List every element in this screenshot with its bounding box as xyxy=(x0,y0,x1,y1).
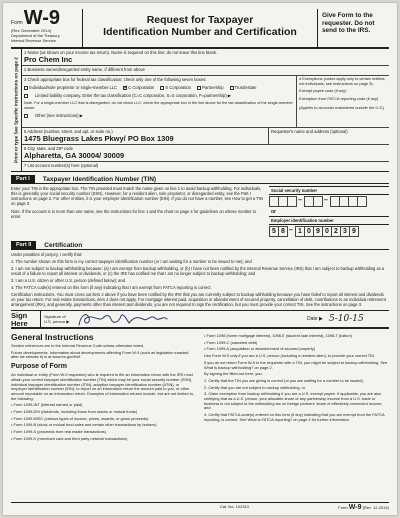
signature-label: Signature of U.S. person ▶ xyxy=(44,314,70,324)
business-label: 2 Business name/disregarded entity name, if different from above xyxy=(24,67,145,72)
classification-options xyxy=(22,76,297,127)
checkbox-box[interactable] xyxy=(230,86,234,90)
cert-item: 2. I am not subject to backup withholding because: (a) I am exempt from backup withholding, or (b) I have not been notified by the Internal Revenue Service (IRS) that I am subject to backup withholding as a result of a failure to report all interest or dividends, or (c) the IRS has notified me that I am no longer subject to backup withholding; and xyxy=(11,266,385,276)
ssn-digit[interactable] xyxy=(357,196,367,207)
list-item: 2. Certify that you are not subject to backup withholding, or xyxy=(204,384,306,390)
ein-digits[interactable] xyxy=(269,226,389,237)
part1-title: Taxpayer Identification Number (TIN) xyxy=(42,175,157,183)
list-item: • Form 1099-INT (interest earned or paid) xyxy=(11,403,196,408)
checkbox-individual[interactable] xyxy=(24,85,117,90)
other-line[interactable] xyxy=(24,113,294,118)
cert-item: 4. The FATCA code(s) entered on this form (if any) indicating that I am exempt from FATCA reporting is correct. xyxy=(11,285,212,290)
part2-tag: Part II xyxy=(11,241,36,250)
footer-form-word: Form xyxy=(338,505,348,510)
handwritten-signature-icon xyxy=(73,310,203,329)
w9-form-page xyxy=(3,3,397,515)
city-field[interactable] xyxy=(22,145,389,162)
checkbox-c-corp[interactable] xyxy=(123,85,154,90)
footer-form-id xyxy=(338,504,389,511)
form-word: Form xyxy=(11,20,23,26)
side-label xyxy=(11,49,22,171)
or-label: or xyxy=(271,209,276,215)
list-item: • Form 1099-B (stock or mutual fund sales and certain other transactions by brokers) xyxy=(11,423,196,428)
list-item: 4. Certify that FATCA code(s) entered on this form (if any) indicating that you are exempt from the FATCA reporting, is correct. See What is FATCA reporting? on page 2 for further information. xyxy=(204,412,385,422)
ein-digit[interactable]: 0 xyxy=(304,226,314,237)
purpose-title: Purpose of Form xyxy=(11,363,68,371)
signature-row xyxy=(11,310,389,329)
address-value: 1475 Bluegrass Lakes Pkwy/ PO Box 1309 xyxy=(24,134,174,143)
irs-label: Internal Revenue Service xyxy=(11,38,56,43)
department: Department of the Treasury xyxy=(11,33,60,38)
footer-revision: (Rev. 12-2014) xyxy=(362,505,389,510)
cert-intro: Under penalties of perjury, I certify that: xyxy=(11,252,83,257)
list-item: • Form 1099-DIV (dividends, including those from stocks or mutual funds) xyxy=(11,410,196,415)
name-field[interactable] xyxy=(22,49,389,66)
cert-instructions: Certification instructions. You must cross out item 2 above if you have been notified by the IRS that you are currently subject to backup withholding because you have failed to report all interest and dividends on your tax return. For real estate transactions, item 2 does not apply. For mortgage interest paid, acquisition or abandonment of secured property, cancellation of debt, contributions to an individual retirement arrangement (IRA), and generally, payments other than interest and dividends, you are not required to sign the certification, but you must provide your correct TIN. See the instructions on page 3. xyxy=(11,292,386,307)
ein-digit[interactable]: 0 xyxy=(322,226,332,237)
tin-instructions: Enter your TIN in the appropriate box. The TIN provided must match the name given on line 1 to avoid backup withholding. For individuals, this is generally your social security number (SSN). However, for a resident alien, sole proprietor, or disregarded entity, see the Part I instructions on page 3. For other entities, it is your employer identification number (EIN). If you do not have a number, see How to get a TIN on page 3. xyxy=(11,186,263,206)
checkbox-label: Partnership xyxy=(202,85,224,90)
checkbox-box[interactable] xyxy=(160,86,164,90)
list-item: If you do not return Form W-9 to the requester with a TIN, you might be subject to backup withholding. See What is backup withholding? on page 2. xyxy=(204,359,388,370)
ein-digit[interactable]: 8 xyxy=(278,226,288,237)
address-field[interactable] xyxy=(22,128,269,144)
part1-header xyxy=(11,175,389,184)
checkbox-s-corp[interactable] xyxy=(160,85,191,90)
city-value: Alpharetta, GA 30004/ 30009 xyxy=(24,151,125,160)
requester-field[interactable] xyxy=(269,128,389,144)
catalog-number: Cat. No. 10231X xyxy=(219,504,250,509)
exemptions-label: 4 Exemptions (codes apply only to certain entities, not individuals; see instructions on page 3): xyxy=(299,76,386,86)
form-id-block xyxy=(11,9,83,47)
cert-item: 3. I am a U.S. citizen or other U.S. person (defined below); and xyxy=(11,278,125,283)
business-name-field[interactable] xyxy=(22,66,389,76)
dash: – xyxy=(298,197,302,204)
ein-label: Employer identification number xyxy=(269,216,389,225)
checkbox-trust[interactable] xyxy=(230,85,257,90)
instructions-left-column xyxy=(11,332,196,442)
list-item: • Form 1099-K (merchant card and third party network transactions) xyxy=(11,437,196,442)
list-item: • Form 1099-S (proceeds from real estate transactions) xyxy=(11,430,196,435)
requester-label: Requester's name and address (optional) xyxy=(271,129,348,134)
exemptions-box xyxy=(297,76,389,127)
purpose-text: An individual or entity (Form W-9 requester) who is required to file an information return with the IRS must obtain your correct taxpayer identification number (TIN) which may be your social security number (SSN), individual taxpayer identification number (ITIN), adoption taxpayer identification number (ATIN), or employer identification number (EIN), to report on an information return the amount paid to you, or other amount reportable on an information return. Examples of information returns include, but are not limited to, the following: xyxy=(11,372,194,401)
form-number: W-9 xyxy=(23,7,61,29)
dash: – xyxy=(289,227,293,234)
checkbox-box-checked[interactable] xyxy=(123,86,127,90)
checkbox-partnership[interactable] xyxy=(197,85,223,90)
signature-field[interactable] xyxy=(73,310,307,329)
dash: – xyxy=(324,197,328,204)
tin-block xyxy=(11,186,389,238)
checkbox-label: Individual/sole proprietor or single-member LLC xyxy=(29,85,118,90)
checkbox-llc[interactable] xyxy=(24,94,28,98)
footer-form-number: W-9 xyxy=(348,504,362,511)
certification-text xyxy=(11,252,389,307)
city-label: 6 City, state, and ZIP code xyxy=(24,146,73,151)
fatca-note: (Applies to accounts maintained outside the U.S.) xyxy=(299,105,385,111)
exempt-payee-code[interactable]: Exempt payee code (if any) xyxy=(299,88,347,94)
checkbox-label: Trust/estate xyxy=(234,85,257,90)
checkbox-box[interactable] xyxy=(197,86,201,90)
name-value: Pro Chem Inc xyxy=(24,55,73,64)
section-references: Section references are to the Internal Revenue Code unless otherwise noted. xyxy=(11,343,145,348)
title-line-1: Request for Taxpayer xyxy=(146,14,254,26)
part1-tag: Part I xyxy=(11,175,35,184)
form-title xyxy=(83,9,317,47)
llc-label: Limited liability company. Enter the tax classification (C=C corporation, S=S corporation, P=partnership) ▶ xyxy=(35,93,231,98)
tin-note: Note. If the account is in more than one name, see the instructions for line 1 and the chart on page 4 for guidelines on whose number to enter. xyxy=(11,209,257,219)
list-item: • Form 1098 (home mortgage interest), 1098-E (student loan interest), 1098-T (tuition) xyxy=(204,334,389,339)
revision: (Rev. December 2014) xyxy=(11,28,52,33)
account-label: 7 List account number(s) here (optional) xyxy=(24,163,99,168)
general-instructions-title: General Instructions xyxy=(11,332,94,342)
list-item: 3. Claim exemption from backup withholding if you are a U.S. exempt payee. If applicable, you are also certifying that as a U.S. person, your allocable share of any partnership income from a U.S. trade or business is not subject to the withholding tax on foreign partners' share of effectively connected income, and xyxy=(204,391,383,411)
list-item: By signing the filled-out form, you: xyxy=(204,371,263,377)
future-developments: Future developments. Information about developments affecting Form W-9 (such as legislation enacted after we release it) is at www.irs.gov/fw9. xyxy=(11,349,189,360)
ein-digit[interactable]: 2 xyxy=(331,226,341,237)
cert-item: 1. The number shown on this form is my correct taxpayer identification number (or I am waiting for a number to be issued to me); and xyxy=(11,259,252,264)
sign-here-label: Sign Here xyxy=(11,310,41,329)
name-label: 1 Name (as shown on your income tax return). Name is required on this line; do not leave this line blank. xyxy=(24,50,218,55)
list-item: • Form 1099-A (acquisition or abandonment of secured property) xyxy=(204,347,389,352)
fields xyxy=(22,49,389,171)
part2-title: Certification xyxy=(44,241,83,249)
side-label-text: Print or type See Specific Instructions on page 2 xyxy=(13,57,19,163)
title-line-2: Identification Number and Certification xyxy=(103,26,297,38)
address-row xyxy=(22,128,389,145)
checkbox-box[interactable] xyxy=(24,86,28,90)
checkbox-label: S Corporation xyxy=(165,85,192,90)
taxpayer-info-block xyxy=(11,49,389,172)
give-form-note: Give Form to the requester. Do not send to the IRS. xyxy=(317,9,389,47)
instructions-right-column xyxy=(204,332,389,442)
checkbox-label: C Corporation xyxy=(128,85,155,90)
date-value[interactable]: 5-10-15 xyxy=(329,314,364,324)
checkbox-other[interactable] xyxy=(24,114,28,118)
list-item: • Form 1099-C (canceled debt) xyxy=(204,341,389,346)
date-label: Date ▶ xyxy=(307,316,323,322)
ein-digit[interactable]: 3 xyxy=(340,226,350,237)
form-footer xyxy=(11,502,389,511)
form-header xyxy=(11,9,389,49)
fatca-code[interactable]: Exemption from FATCA reporting code (if any) xyxy=(299,95,379,101)
ein-digit[interactable]: 9 xyxy=(349,226,359,237)
tin-entry xyxy=(269,186,389,238)
llc-note: Note. For a single-member LLC that is disregarded, do not check LLC; check the appropriate box in the line above for the tax classification of the single-member owner. xyxy=(24,101,293,110)
classification-checkboxes xyxy=(24,85,294,90)
general-instructions xyxy=(11,332,389,442)
list-item: Use Form W-9 only if you are a U.S. person (including a resident alien), to provide your correct TIN. xyxy=(204,353,376,359)
account-field[interactable] xyxy=(22,162,389,171)
ein-digit[interactable]: 1 xyxy=(295,226,305,237)
tin-text xyxy=(11,186,269,238)
other-label: Other (see instructions) ▶ xyxy=(35,113,83,118)
part2-header xyxy=(11,241,389,250)
classification-field xyxy=(22,76,389,128)
classification-label: 3 Check appropriate box for federal tax classification; check only one of the following seven boxes: xyxy=(24,77,207,82)
ein-digit[interactable]: 9 xyxy=(313,226,323,237)
list-item: • Form 1099-MISC (various types of income, prizes, awards, or gross proceeds) xyxy=(11,417,196,422)
llc-line[interactable] xyxy=(24,93,294,98)
ein-digit[interactable]: 5 xyxy=(269,226,279,237)
ssn-digits[interactable] xyxy=(269,196,389,207)
ssn-label: Social security number xyxy=(269,186,389,195)
list-item: 1. Certify that the TIN you are giving is correct (or you are waiting for a number to be issued), xyxy=(204,377,364,383)
address-label: 5 Address (number, street, and apt. or suite no.) xyxy=(24,129,113,134)
